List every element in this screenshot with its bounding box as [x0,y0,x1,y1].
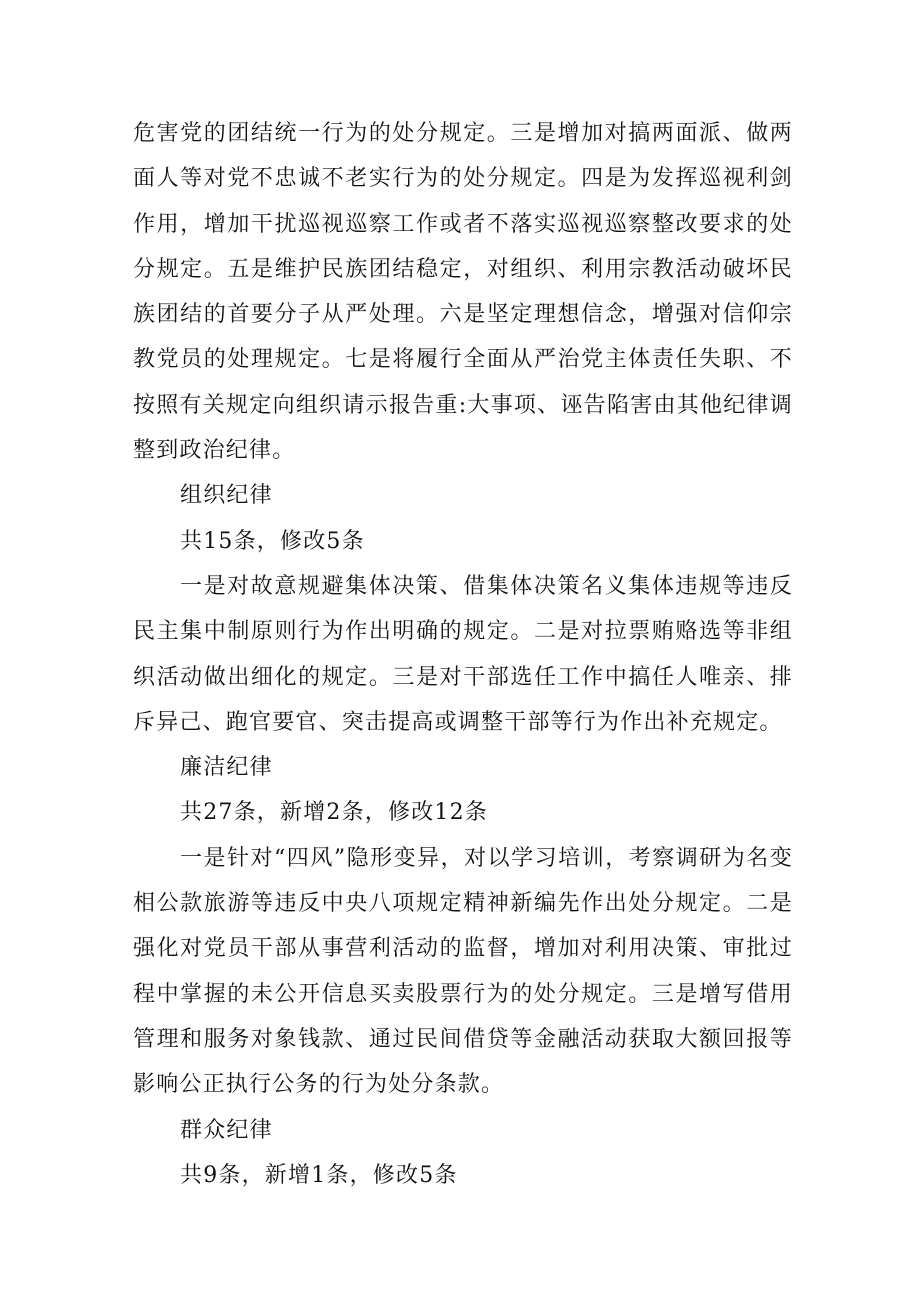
section-summary-mass: 共9条，新增1条，修改5条 [180,1162,458,1188]
section-heading-integrity: 廉洁纪律 [180,755,273,781]
section-summary-organization: 共15条，修改5条 [180,528,365,554]
section-body-organization: 一是对故意规避集体决策、借集体决策名义集体违规等违反民主集中制原则行为作出明确的规定。二是对拉票贿赂选等非组织活动做出细化的规定。三是对干部选任工作中搞任人唯亲、排斥异己、跑官要官、突击提高或调整干部等行为作出补充规定。 [133,573,793,735]
section-heading-mass: 群众纪律 [180,1117,273,1143]
document-page [133,111,793,1198]
section-heading-organization: 组织纪律 [180,483,273,509]
section-body-integrity: 一是针对“四风”隐形变异，对以学习培训，考察调研为名变相公款旅游等违反中央八项规定精神新编先作出处分规定。二是强化对党员干部从事营利活动的监督，增加对利用决策、审批过程中掌握的未公开信息买卖股票行为的处分规定。三是增写借用管理和服务对象钱款、通过民间借贷等金融活动获取大额回报等影响公正执行公务的行为处分条款。 [133,845,793,1098]
intro-paragraph: 危害党的团结统一行为的处分规定。三是增加对搞两面派、做两面人等对党不忠诚不老实行为的处分规定。四是为发挥巡视利剑作用，增加干扰巡视巡察工作或者不落实巡视巡察整改要求的处分规定。五是维护民族团结稳定，对组织、利用宗教活动破坏民族团结的首要分子从严处理。六是坚定理想信念，增强对信仰宗教党员的处理规定。七是将履行全面从严治党主体责任失职、不按照有关规定向组织请示报告重:大事项、诬告陷害由其他纪律调整到政治纪律。 [133,121,793,464]
section-summary-integrity: 共27条，新增2条，修改12条 [180,800,488,826]
